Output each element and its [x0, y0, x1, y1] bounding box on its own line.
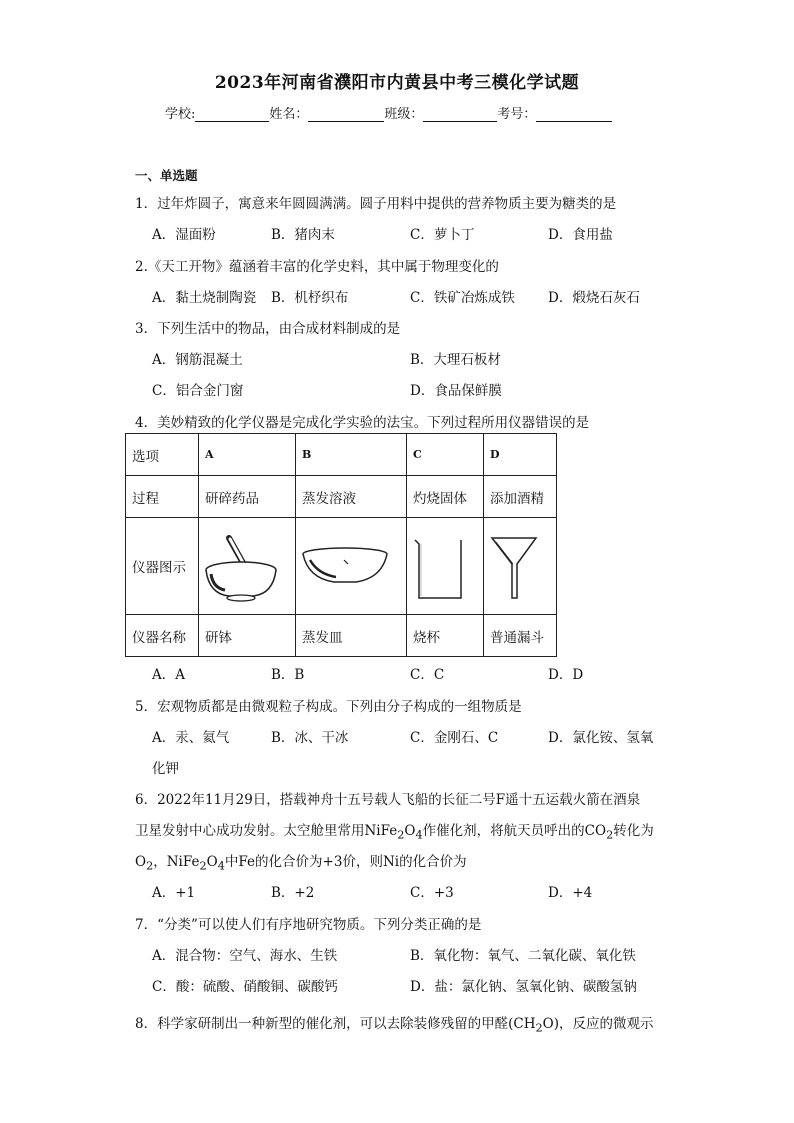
subscript: 4 [217, 859, 225, 873]
school-label: 学校: [165, 107, 196, 122]
q1-option-a[interactable]: A．湿面粉 [152, 227, 216, 243]
table-row [126, 518, 557, 615]
subscript: 2 [606, 828, 614, 842]
q7-option-b[interactable]: B．氧化物：氧气、二氧化碳、氧化铁 [410, 948, 636, 964]
q4-option-a[interactable]: A．A [152, 667, 185, 683]
table-cell: A [199, 434, 296, 476]
table-cell: 仪器名称 [126, 615, 199, 657]
q2-option-a[interactable]: A．黏土烧制陶瓷 [152, 290, 257, 306]
table-cell: 蒸发溶液 [296, 476, 407, 518]
question-6-line-2 [135, 819, 654, 842]
class-label: 班级： [384, 107, 424, 122]
q6-text: O [135, 854, 147, 870]
subscript: 2 [535, 1021, 543, 1035]
q7-option-c[interactable]: C．酸：硫酸、硝酸铜、碳酸钙 [152, 979, 338, 995]
q4-option-b[interactable]: B．B [271, 667, 305, 683]
table-cell: 仪器图示 [126, 518, 199, 615]
mortar-image-cell [199, 518, 296, 615]
section-heading: 一、单选题 [135, 168, 198, 183]
evaporating-dish-icon [296, 518, 394, 610]
question-4: 4．美妙精致的化学仪器是完成化学实验的法宝。下列过程所用仪器错误的是 [135, 415, 590, 431]
q3-option-b[interactable]: B．大理石板材 [410, 352, 501, 368]
q5-option-d[interactable]: D．氯化铵、氢氧 [548, 730, 654, 746]
subscript: 2 [199, 859, 207, 873]
funnel-image-cell [484, 518, 557, 615]
class-field[interactable] [423, 107, 497, 122]
q6-text: O [404, 823, 416, 839]
formula: O) [542, 1016, 559, 1032]
q6-text: 转化为 [613, 823, 654, 839]
beaker-icon [407, 518, 471, 610]
table-row [126, 476, 557, 518]
q3-option-c[interactable]: C．铝合金门窗 [152, 383, 244, 399]
table-row [126, 434, 557, 476]
student-info-line [165, 103, 612, 122]
exam-number-label: 考号： [497, 107, 537, 122]
q1-option-b[interactable]: B．猪肉末 [271, 227, 335, 243]
q3-option-d[interactable]: D．食品保鲜膜 [410, 383, 502, 399]
q5-option-a[interactable]: A．汞、氦气 [152, 730, 230, 746]
q1-option-d[interactable]: D．食用盐 [548, 227, 613, 243]
table-cell: 研碎药品 [199, 476, 296, 518]
instrument-table [125, 433, 557, 657]
q5-option-c[interactable]: C．金刚石、C [410, 730, 499, 746]
q6-option-c[interactable]: C．+3 [410, 885, 454, 901]
mortar-and-pestle-icon [199, 518, 283, 610]
q2-option-d[interactable]: D．煅烧石灰石 [548, 290, 640, 306]
q6-text: O [206, 854, 218, 870]
q8-text: 8．科学家研制出一种新型的催化剂，可以去除装修残留的甲醛 [135, 1016, 509, 1032]
name-label: 姓名： [269, 107, 309, 122]
question-8 [135, 1012, 653, 1035]
exam-number-field[interactable] [536, 107, 612, 122]
page-title: 2023年河南省濮阳市内黄县中考三模化学试题 [214, 73, 580, 93]
q3-option-a[interactable]: A．钢筋混凝土 [152, 352, 243, 368]
q5-option-d-continued: 化钾 [152, 761, 179, 777]
table-row [126, 615, 557, 657]
q6-option-b[interactable]: B．+2 [271, 885, 315, 901]
table-cell: 过程 [126, 476, 199, 518]
q2-option-b[interactable]: B．机杼织布 [271, 290, 349, 306]
table-cell: B [296, 434, 407, 476]
q6-option-a[interactable]: A．+1 [152, 885, 196, 901]
q7-option-a[interactable]: A．混合物：空气、海水、生铁 [152, 948, 338, 964]
q6-text: ，NiFe [153, 854, 200, 870]
question-7: 7．“分类”可以使人们有序地研究物质。下列分类正确的是 [135, 917, 482, 933]
formula: (CH [508, 1016, 536, 1032]
q6-option-d[interactable]: D．+4 [548, 885, 593, 901]
q4-option-c[interactable]: C．C [410, 667, 445, 683]
table-cell: 蒸发皿 [296, 615, 407, 657]
q5-option-b[interactable]: B．冰、干冰 [271, 730, 349, 746]
question-1: 1．过年炸圆子，寓意来年圆圆满满。圆子用料中提供的营养物质主要为糖类的是 [135, 196, 617, 212]
q8-text: ，反应的微观示 [558, 1016, 654, 1032]
q6-text: 卫星发射中心成功发射。太空舱里常用NiFe [135, 823, 398, 839]
table-cell: 普通漏斗 [484, 615, 557, 657]
q2-option-c[interactable]: C．铁矿冶炼成铁 [410, 290, 515, 306]
subscript: 2 [397, 828, 405, 842]
question-6-line-3 [135, 850, 467, 873]
q6-text: 中Fe的化合价为+3价，则Ni的化合价为 [224, 854, 467, 870]
table-cell: 选项 [126, 434, 199, 476]
q1-option-c[interactable]: C．萝卜丁 [410, 227, 475, 243]
table-cell: 灼烧固体 [407, 476, 484, 518]
table-cell: C [407, 434, 484, 476]
q4-option-d[interactable]: D．D [548, 667, 584, 683]
school-field[interactable] [195, 107, 269, 122]
table-cell: 添加酒精 [484, 476, 557, 518]
question-2: 2.《天工开物》蕴涵着丰富的化学史料，其中属于物理变化的 [135, 259, 499, 275]
table-cell: 烧杯 [407, 615, 484, 657]
funnel-icon [484, 518, 544, 610]
subscript: 4 [415, 828, 423, 842]
evaporating-dish-image-cell [296, 518, 407, 615]
question-5: 5．宏观物质都是由微观粒子构成。下列由分子构成的一组物质是 [135, 699, 522, 715]
table-cell: 研钵 [199, 615, 296, 657]
subscript: 2 [146, 859, 154, 873]
q7-option-d[interactable]: D．盐：氯化钠、氢氧化钠、碳酸氢钠 [410, 979, 637, 995]
name-field[interactable] [308, 107, 384, 122]
q6-text: 作催化剂，将航天员呼出的CO [422, 823, 607, 839]
table-cell: D [484, 434, 557, 476]
beaker-image-cell [407, 518, 484, 615]
question-6-line-1: 6．2022年11月29日，搭载神舟十五号载人飞船的长征二号F遥十五运载火箭在酒泉 [135, 792, 641, 808]
question-3: 3．下列生活中的物品，由合成材料制成的是 [135, 321, 401, 337]
